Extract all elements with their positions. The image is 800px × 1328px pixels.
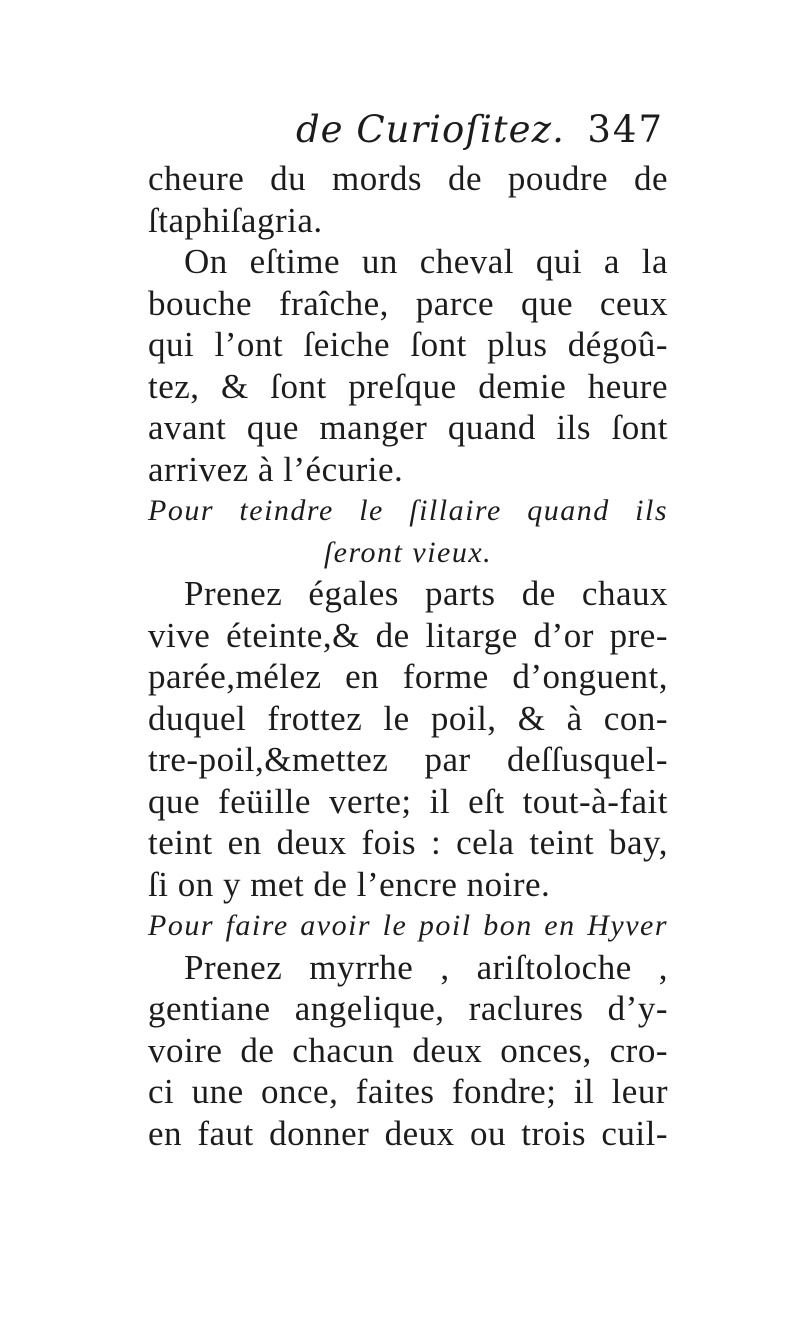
section-heading: Pour faire avoir le poil bon en Hyver (148, 909, 668, 942)
paragraph-start-line: On eſtime un cheval qui a la (184, 242, 668, 281)
text-line: parée,mélez en forme d’onguent, (148, 657, 668, 696)
text-line: voire de chacun deux onces, cro- (148, 1030, 668, 1070)
text-line: tez, & ſont preſque demie heure (148, 366, 668, 406)
paragraph-start-line: Prenez myrrhe , ariſtoloche , (184, 947, 668, 987)
text-line: en faut donner deux ou trois cuil- (148, 1113, 668, 1153)
text-line: que feüille verte; il eſt tout-à-fait (148, 781, 668, 821)
text-line: qui l’ont ſeiche ſont plus dégoû- (148, 325, 668, 364)
page-number: 347 (587, 108, 664, 151)
text-line: cheure du mords de poudre de (148, 159, 668, 198)
text-line: arrivez à l’écurie. (148, 449, 404, 489)
text-line: bouche fraîche, parce que ceux (148, 283, 668, 323)
section-heading: ſeront vieux. (323, 535, 493, 569)
text-line: ſtaphiſagria. (148, 200, 323, 240)
paragraph-start-line: Prenez égales parts de chaux (184, 574, 668, 613)
text-line: duquel frottez le poil, & à con- (148, 698, 668, 738)
section-heading: Pour teindre le ſillaire quand ils (148, 494, 668, 527)
text-line: ci une once, faites fondre; il leur (148, 1072, 668, 1111)
page-body (148, 158, 668, 1154)
running-title: de Curioſitez. (296, 108, 565, 151)
page-header (148, 108, 664, 158)
text-line: tre-poil,&mettez par deſſusquel- (148, 740, 668, 779)
text-line: avant que manger quand ils ſont (148, 408, 668, 447)
text-line: vive éteinte,& de litarge d’or pre- (148, 615, 668, 655)
text-line: teint en deux fois : cela teint bay, (148, 823, 668, 862)
text-line: ſi on y met de l’encre noire. (148, 864, 551, 904)
text-line: gentiane angelique, raclures d’y- (148, 989, 668, 1028)
